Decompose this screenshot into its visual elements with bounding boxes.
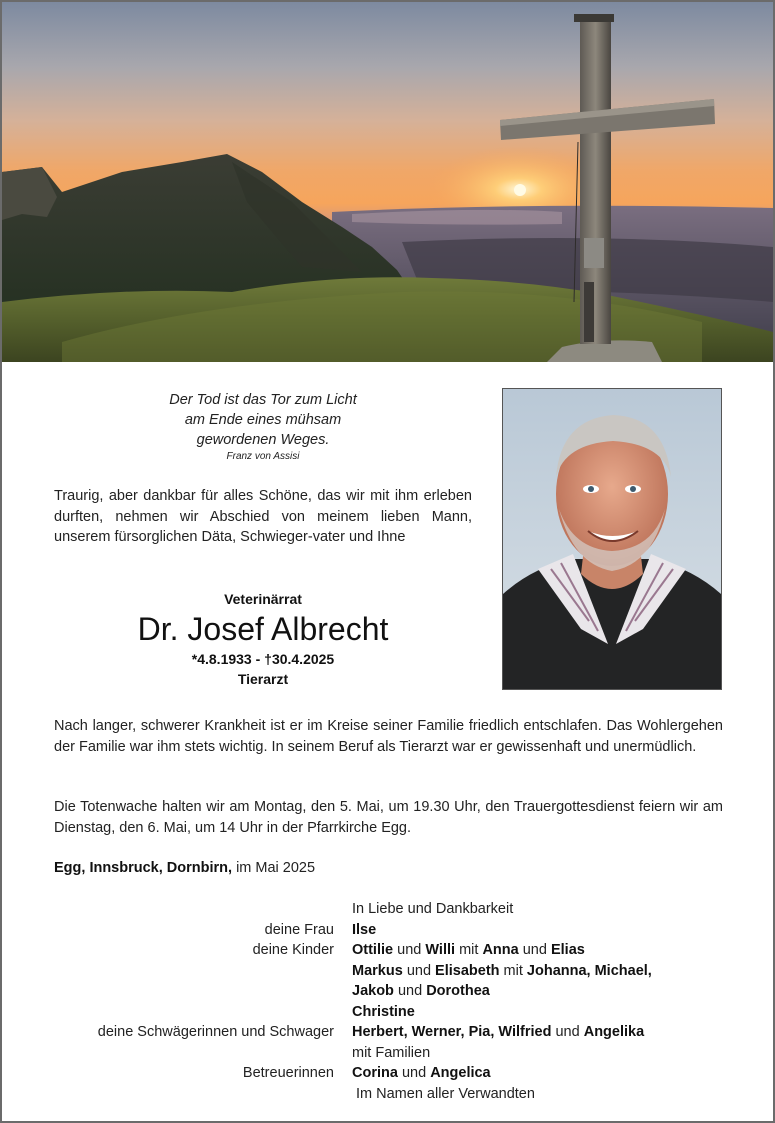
children-line-1: Ottilie und Willi mit Anna und Elias	[352, 942, 585, 958]
children-line-3: Jakob und Dorothea	[352, 983, 490, 999]
children-label: deine Kinder	[252, 942, 334, 958]
deceased-portrait	[502, 388, 722, 690]
quote-line-1: Der Tod ist das Tor zum Licht	[169, 392, 357, 408]
children-line-4: Christine	[352, 1003, 415, 1020]
sunset-summit-cross-photo	[2, 2, 773, 362]
signatures-block	[54, 899, 734, 1104]
memorial-quote	[54, 390, 472, 463]
deceased-name: Dr. Josef Albrecht	[137, 611, 389, 647]
intro-text: Traurig, aber dankbar für alles Schöne, das wir mit ihm erleben durften, nehmen wir Abschied von meinem lieben Mann, unserem fürsorglichen Däta, Schwieger-vater und Ihne	[54, 488, 472, 545]
children-line-2: Markus und Elisabeth mit Johanna, Michael,	[352, 962, 652, 979]
closing-line: Im Namen aller Verwandten	[356, 1085, 535, 1102]
quote-line-2: am Ende eines mühsam	[184, 412, 342, 428]
inlaws-label: deine Schwägerinnen und Schwager	[97, 1024, 334, 1040]
deceased-block	[54, 590, 472, 689]
inlaws-names: Herbert, Werner, Pia, Wilfried und Angelika	[352, 1024, 645, 1040]
paragraph-services: Die Totenwache halten wir am Montag, den 5. Mai, um 19.30 Uhr, den Trauergottesdienst feiern wir am Dienstag, den 6. Mai, um 14 Uhr in der Pfarrkirche Egg.	[54, 799, 723, 836]
inlaws-families: mit Familien	[352, 1044, 431, 1061]
deceased-occupation: Tierarzt	[237, 671, 289, 687]
place-towns: Egg, Innsbruck, Dornbirn,	[54, 860, 233, 876]
wife-name: Ilse	[352, 921, 377, 938]
paragraph-illness: Nach langer, schwerer Krankheit ist er im Kreise seiner Familie friedlich entschlafen. Das Wohlergehen der Familie war ihm stets wichtig. In seinem Beruf als Tierarzt war er gewissenhaft und unermüdlich.	[54, 718, 723, 755]
carers-label: Betreuerinnen	[242, 1065, 334, 1081]
quote-line-3: gewordenen Weges.	[196, 432, 330, 448]
carers-names: Corina und Angelica	[352, 1065, 491, 1081]
signatures-intro: In Liebe und Dankbarkeit	[352, 901, 514, 917]
deceased-dates: *4.8.1933 - †30.4.2025	[191, 651, 335, 667]
place-date: im Mai 2025	[236, 860, 316, 876]
wife-label: deine Frau	[264, 921, 334, 938]
quote-source: Franz von Assisi	[226, 451, 300, 462]
deceased-profession: Veterinärrat	[224, 591, 302, 607]
place-and-date	[54, 858, 315, 878]
